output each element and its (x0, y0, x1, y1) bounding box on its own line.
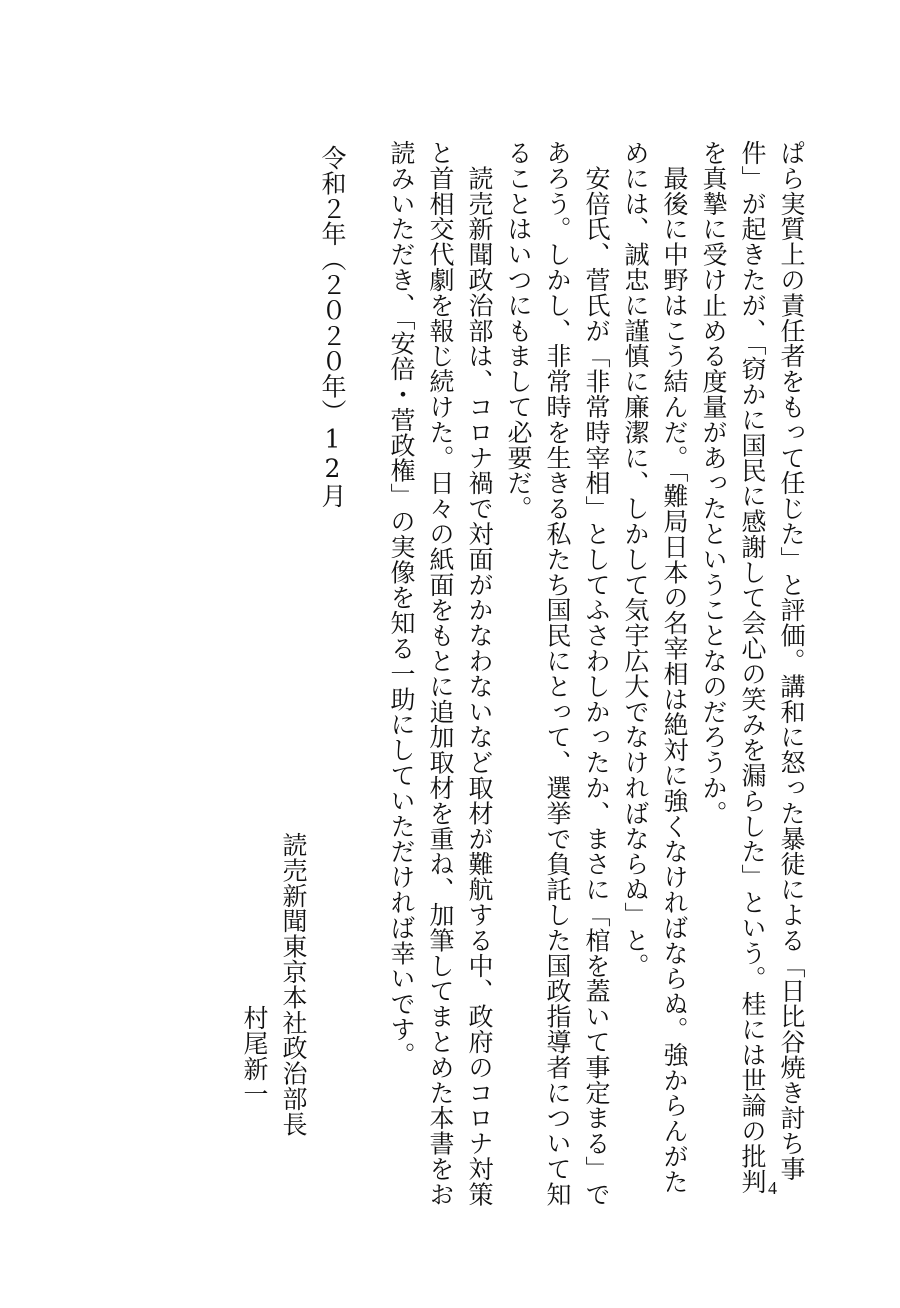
text-column-7: あろう。しかし、非常時を生きる私たち国民にとって、選挙で負託した国政指導者について知 (543, 140, 572, 1207)
text-column-1: ぱら実質上の責任者をもって任じた」と評価。講和に怒った暴徒による「日比谷焼き討ち事 (777, 140, 806, 1182)
text-column-5: めには、誠忠に謹慎に廉潔に、しかして気宇広大でなければならぬ」と。 (621, 140, 650, 979)
signature-name: 村尾新一 (240, 1005, 269, 1107)
text-column-10: と首相交代劇を報じ続けた。日々の紙面をもとに追加取材を重ね、加筆してまとめた本書をお (426, 140, 455, 1207)
text-column-2: 件」が起きたが、「窃かに国民に感謝して会心の笑みを漏らした」という。桂には世論の批判 (738, 140, 767, 1195)
text-column-8: ることはいつにもまして必要だ。 (504, 140, 533, 521)
text-column-9: 読売新聞政治部は、コロナ禍で対面がかなわないなど取材が難航する中、政府のコロナ対策 (465, 140, 494, 1207)
text-column-6: 安倍氏、菅氏が「非常時宰相」としてふさわしかったか、まさに「棺を蓋いて事定まる」で (582, 140, 611, 1207)
date-line: 令和２年（２０２０年）12月 (318, 145, 347, 509)
page-number: 4 (768, 1178, 777, 1198)
text-column-11: 読みいただき、「安倍・菅政権」の実像を知る一助にしていただければ幸いです。 (387, 140, 416, 1068)
text-column-4: 最後に中野はこう結んだ。「難局日本の名宰相は絶対に強くなければならぬ。強からんがた (660, 140, 689, 1195)
signature-organization: 読売新聞東京本社政治部長 (279, 832, 308, 1137)
text-column-3: を真摯に受け止める度量があったということなのだろうか。 (699, 140, 728, 826)
